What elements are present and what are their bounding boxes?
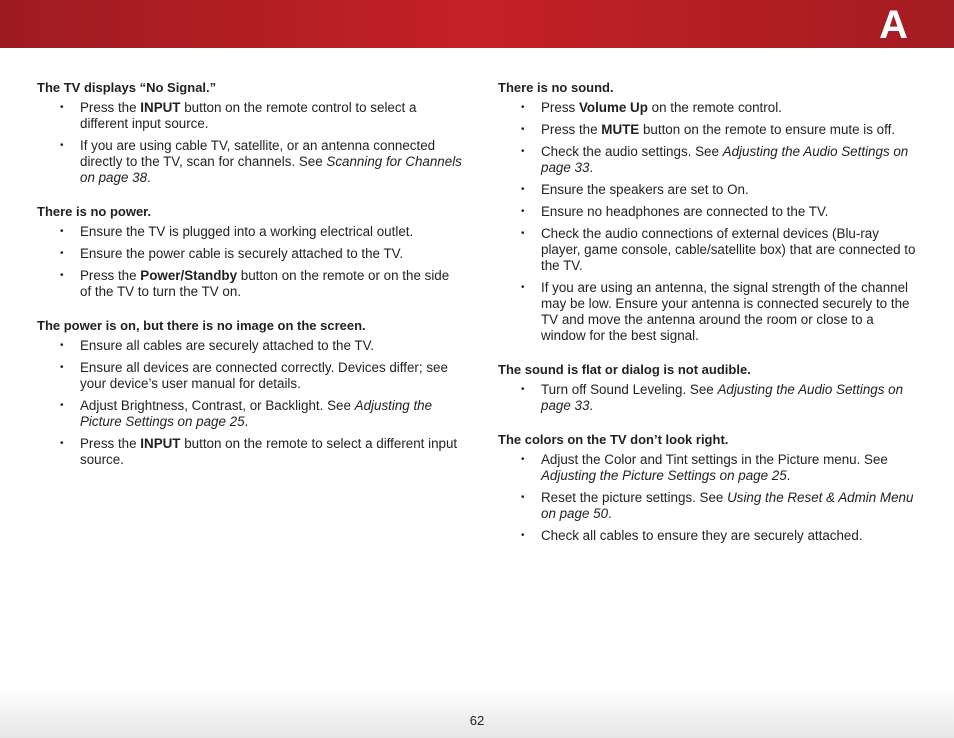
section-heading: There is no sound. xyxy=(498,80,614,95)
cross-reference: Adjusting the Picture Settings on page 25 xyxy=(80,398,433,429)
text-run: Ensure the power cable is securely attached to the TV. xyxy=(80,246,404,261)
bullet-icon: • xyxy=(60,102,64,113)
text-run: Ensure the speakers are set to On. xyxy=(541,182,749,197)
list-item xyxy=(498,182,918,198)
bullet-icon: • xyxy=(60,226,64,237)
text-run: Ensure no headphones are connected to the TV. xyxy=(541,204,829,219)
troubleshooting-section xyxy=(498,431,918,544)
text-run: . xyxy=(608,506,612,521)
troubleshooting-section xyxy=(498,79,918,344)
bullet-icon: • xyxy=(60,362,64,373)
cross-reference: Adjusting the Picture Settings on page 25 xyxy=(541,468,787,483)
section-heading: The colors on the TV don’t look right. xyxy=(498,432,729,447)
bullet-icon: • xyxy=(60,140,64,151)
list-item xyxy=(498,382,918,414)
bold-term: Power/Standby xyxy=(140,268,238,283)
bullet-icon: • xyxy=(60,248,64,259)
text-run: . xyxy=(786,468,791,483)
left-column xyxy=(37,79,462,485)
bullet-icon: • xyxy=(521,454,525,465)
text-run: Press xyxy=(541,100,579,115)
text-run: . xyxy=(244,414,249,429)
bullet-list xyxy=(37,100,462,186)
footer xyxy=(0,688,954,738)
text-run: Check the audio settings. See xyxy=(541,144,723,159)
troubleshooting-section xyxy=(37,79,462,186)
list-item xyxy=(37,138,462,186)
list-item xyxy=(37,268,462,300)
list-item xyxy=(498,122,918,138)
bullet-icon: • xyxy=(521,282,525,293)
list-item xyxy=(37,246,462,262)
bullet-icon: • xyxy=(521,530,525,541)
list-item xyxy=(498,280,918,344)
list-item xyxy=(498,100,918,116)
troubleshooting-section xyxy=(37,317,462,468)
text-run: Ensure all devices are connected correctly. Devices differ; see your device’s user manual for details. xyxy=(80,360,448,391)
text-run: button on the remote control to select a different input source. xyxy=(80,100,417,131)
bullet-icon: • xyxy=(60,400,64,411)
text-run: Adjust the Color and Tint settings in the Picture menu. See xyxy=(541,452,888,467)
bullet-icon: • xyxy=(60,438,64,449)
list-item xyxy=(37,398,462,430)
bold-term: INPUT xyxy=(140,100,181,115)
list-item xyxy=(37,338,462,354)
text-run: Press the xyxy=(541,122,602,137)
list-item xyxy=(498,490,918,522)
bullet-icon: • xyxy=(521,102,525,113)
bullet-icon: • xyxy=(60,270,64,281)
bullet-icon: • xyxy=(521,228,525,239)
bullet-list xyxy=(498,452,918,544)
bullet-icon: • xyxy=(521,492,525,503)
text-run: If you are using an antenna, the signal strength of the channel may be low. Ensure your antenna is connected securely to the TV and move the antenna around the room or close to a window for the best signal. xyxy=(541,280,910,343)
list-item xyxy=(498,452,918,484)
cross-reference: Adjusting the Audio Settings on page 33 xyxy=(541,382,904,413)
section-heading: The TV displays “No Signal.” xyxy=(37,80,217,95)
bullet-icon: • xyxy=(521,124,525,135)
header-banner xyxy=(0,0,954,48)
text-run: Check all cables to ensure they are securely attached. xyxy=(541,528,863,543)
cross-reference: Adjusting the Audio Settings on page 33 xyxy=(541,144,909,175)
bullet-icon: • xyxy=(521,146,525,157)
list-item xyxy=(37,360,462,392)
bullet-list xyxy=(37,224,462,300)
text-run: button on the remote to ensure mute is off. xyxy=(639,122,896,137)
text-run: . xyxy=(589,398,594,413)
text-run: button on the remote to select a different input source. xyxy=(80,436,458,467)
list-item xyxy=(37,224,462,240)
bullet-icon: • xyxy=(521,184,525,195)
list-item xyxy=(37,436,462,468)
list-item xyxy=(37,100,462,132)
text-run: Check the audio connections of external devices (Blu-ray player, game console, cable/satellite box) that are connected to the TV. xyxy=(541,226,916,273)
bold-term: INPUT xyxy=(140,436,181,451)
text-run: Press the xyxy=(80,436,141,451)
page-number: 62 xyxy=(469,713,485,728)
text-run: on the remote control. xyxy=(647,100,782,115)
text-run: Ensure all cables are securely attached to the TV. xyxy=(80,338,375,353)
bullet-icon: • xyxy=(521,384,525,395)
text-run: Press the xyxy=(80,268,141,283)
bold-term: Volume Up xyxy=(578,100,648,115)
cross-reference: Scanning for Channels on page 38 xyxy=(80,154,462,185)
list-item xyxy=(498,528,918,544)
list-item xyxy=(498,226,918,274)
text-run: Ensure the TV is plugged into a working electrical outlet. xyxy=(80,224,414,239)
text-run: Reset the picture settings. See xyxy=(541,490,728,505)
bullet-icon: • xyxy=(521,206,525,217)
section-heading: The power is on, but there is no image on the screen. xyxy=(37,318,366,333)
chapter-letter: A xyxy=(879,3,908,47)
text-run: . xyxy=(147,170,151,185)
text-run: . xyxy=(589,160,594,175)
section-heading: The sound is flat or dialog is not audible. xyxy=(498,362,751,377)
bullet-list xyxy=(37,338,462,468)
bold-term: MUTE xyxy=(601,122,640,137)
bullet-list xyxy=(498,100,918,344)
right-column xyxy=(498,79,918,561)
section-heading: There is no power. xyxy=(37,204,152,219)
list-item xyxy=(498,204,918,220)
bullet-list xyxy=(498,382,918,414)
cross-reference: Using the Reset & Admin Menu on page 50 xyxy=(541,490,914,521)
text-run: Adjust Brightness, Contrast, or Backlight. See xyxy=(80,398,355,413)
list-item xyxy=(498,144,918,176)
text-run: button on the remote or on the side of the TV to turn the TV on. xyxy=(80,268,450,299)
troubleshooting-section xyxy=(37,203,462,300)
text-run: Press the xyxy=(80,100,141,115)
bullet-icon: • xyxy=(60,340,64,351)
text-run: If you are using cable TV, satellite, or an antenna connected directly to the TV, scan for channels. See xyxy=(80,138,436,169)
text-run: Turn off Sound Leveling. See xyxy=(541,382,718,397)
troubleshooting-section xyxy=(498,361,918,414)
